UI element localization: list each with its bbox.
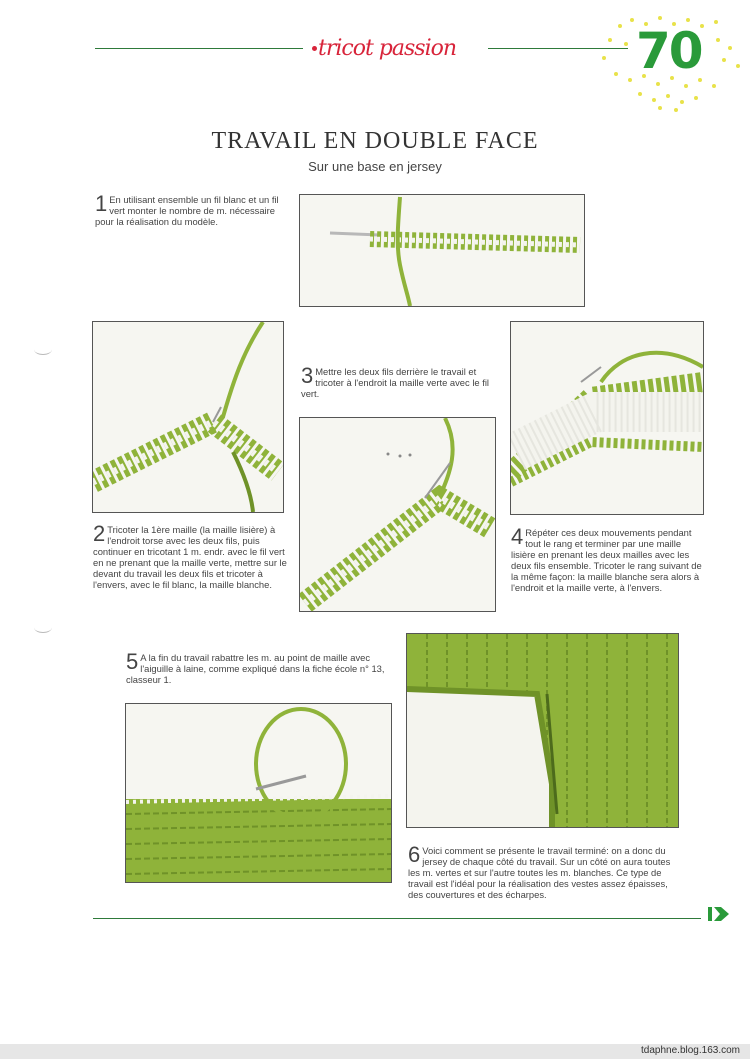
brand-dot	[312, 46, 317, 51]
step-text: En utilisant ensemble un fil blanc et un fil vert monter le nombre de m. nécessaire pour la réalisation du modèle.	[95, 194, 279, 227]
step-number: 2	[93, 521, 106, 546]
step-number: 1	[95, 191, 108, 216]
binder-hole	[34, 344, 52, 355]
step-4	[511, 524, 705, 593]
step-text: Répéter ces deux mouvements pendant tout le rang et terminer par une maille lisière en prenant les deux mailles avec les deux fils ensemble. Tricoter le rang suivant de la même façon: la maille blanche sera alors à l'endroit et la maille verte, à l'envers.	[511, 527, 702, 593]
step-1	[95, 191, 290, 227]
footer-rule	[93, 918, 701, 919]
page-number: 70	[636, 22, 702, 80]
photo-step-3	[299, 417, 496, 612]
photo-step-1	[299, 194, 585, 307]
photo-step-2	[92, 321, 284, 513]
step-5	[126, 649, 388, 685]
photo-step-5	[125, 703, 392, 883]
step-6	[408, 842, 680, 900]
step-number: 4	[511, 524, 524, 549]
step-text: Mettre les deux fils derrière le travail et tricoter à l'endroit la maille verte avec le fil vert.	[301, 366, 489, 399]
step-text: A la fin du travail rabattre les m. au point de maille avec l'aiguille à laine, comme expliqué dans la fiche école n° 13, classeur 1.	[126, 652, 385, 685]
watermark-text: tdaphne.blog.163.com	[641, 1045, 740, 1056]
header-rule-left	[95, 48, 303, 49]
step-number: 5	[126, 649, 139, 674]
binder-hole	[34, 622, 52, 633]
step-3	[301, 363, 499, 399]
page-title: TRAVAIL EN DOUBLE FACE	[211, 128, 539, 154]
step-text: Tricoter la 1ère maille (la maille lisière) à l'endroit torse avec les deux fils, puis continuer en tricotant 1 m. endr. avec le fil vert en ne prenant que la maille verte, mettre sur le devant du travail les deux fils et tricoter à l'envers, avec le fil blanc, la maille blanche.	[93, 524, 287, 590]
next-page-arrow-icon[interactable]	[708, 905, 730, 923]
watermark-bar	[0, 1044, 750, 1059]
photo-step-6	[406, 633, 679, 828]
page-subtitle: Sur une base en jersey	[308, 159, 442, 174]
photo-step-4	[510, 321, 704, 515]
step-number: 3	[301, 363, 314, 388]
step-2	[93, 521, 289, 590]
step-text: Voici comment se présente le travail terminé: on a donc du jersey de chaque côté du travail. Sur un côté on aura toutes les m. vertes et sur l'autre toutes les m. blanches. Ce type de travail est l'idéal pour la réalisation des vestes assez épaisses, des couvertures et des écharpes.	[408, 845, 671, 900]
brand-title: tricot passion	[318, 36, 457, 61]
step-number: 6	[408, 842, 421, 867]
